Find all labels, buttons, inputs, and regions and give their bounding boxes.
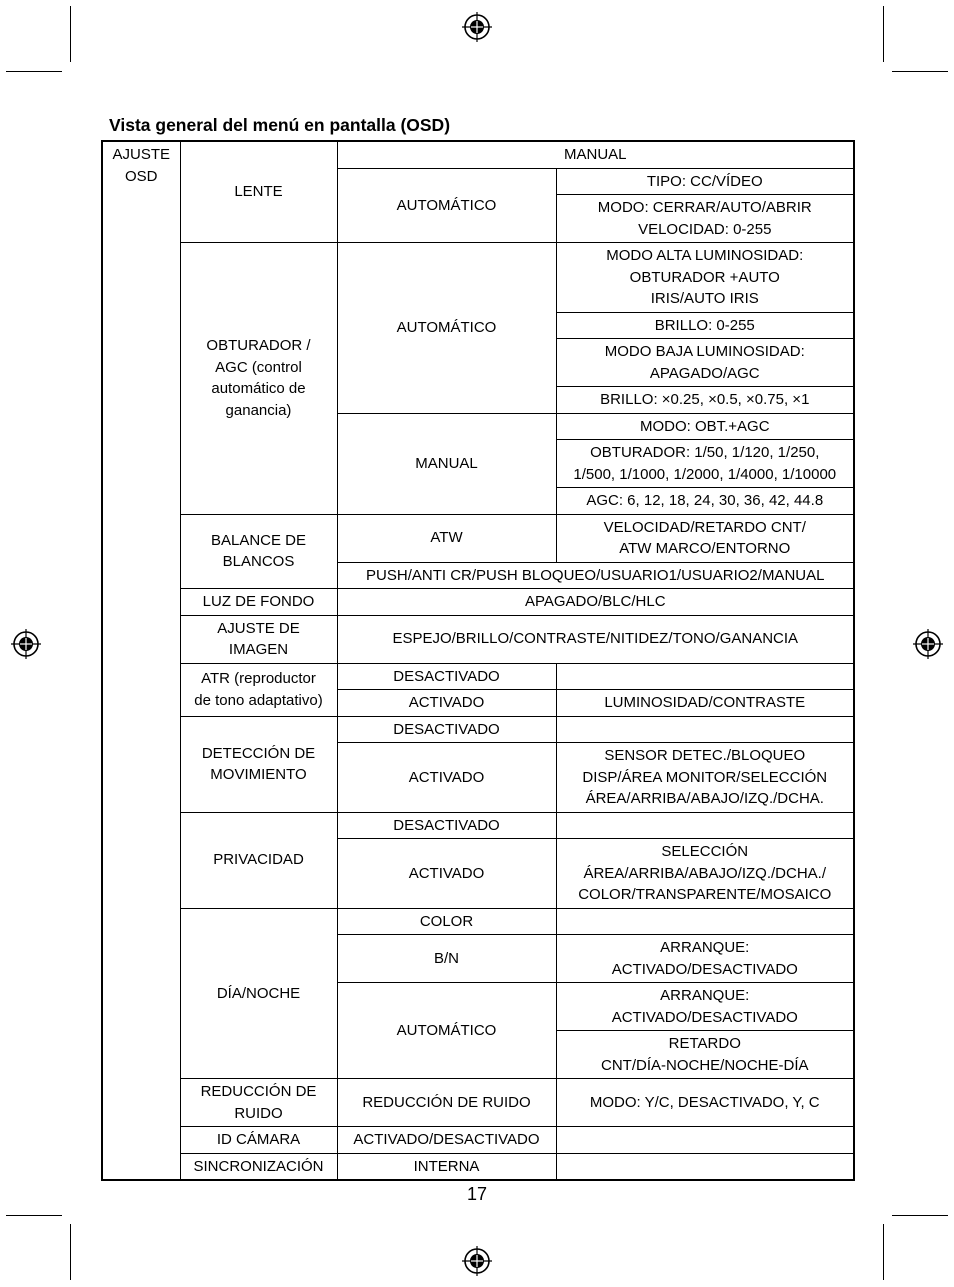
deteccion-off: DESACTIVADO <box>337 716 556 743</box>
dia-noche-auto: AUTOMÁTICO <box>337 983 556 1079</box>
dia-noche-auto-desc-1: ARRANQUE: ACTIVADO/DESACTIVADO <box>556 983 854 1031</box>
obturador-brillo-1: BRILLO: 0-255 <box>556 312 854 339</box>
table-row <box>102 1079 854 1127</box>
table-row <box>102 716 854 743</box>
dia-noche-bn: B/N <box>337 935 556 983</box>
menu-obturador: OBTURADOR / AGC (control automático de ganancia) <box>180 243 337 515</box>
registration-mark-icon <box>461 1245 493 1277</box>
table-row <box>102 243 854 313</box>
crop-mark <box>883 1224 884 1280</box>
registration-mark-icon <box>461 11 493 43</box>
deteccion-on: ACTIVADO <box>337 743 556 813</box>
balance-atw: ATW <box>337 514 556 562</box>
menu-ajuste-imagen: AJUSTE DE IMAGEN <box>180 615 337 663</box>
obturador-shutter: OBTURADOR: 1/50, 1/120, 1/250, 1/500, 1/1000, 1/2000, 1/4000, 1/10000 <box>556 440 854 488</box>
crop-mark <box>6 71 62 72</box>
empty-cell <box>556 663 854 690</box>
table-row <box>102 589 854 616</box>
reduccion-ruido-value: REDUCCIÓN DE RUIDO <box>337 1079 556 1127</box>
obturador-brillo-2: BRILLO: ×0.25, ×0.5, ×0.75, ×1 <box>556 387 854 414</box>
obturador-manual: MANUAL <box>337 413 556 514</box>
empty-cell <box>556 1127 854 1154</box>
id-camara-value: ACTIVADO/DESACTIVADO <box>337 1127 556 1154</box>
lente-tipo: TIPO: CC/VÍDEO <box>556 168 854 195</box>
osd-root-cell: AJUSTE OSD <box>102 141 180 1180</box>
table-row <box>102 141 854 168</box>
atr-on-desc: LUMINOSIDAD/CONTRASTE <box>556 690 854 717</box>
crop-mark <box>892 1215 948 1216</box>
table-row <box>102 1127 854 1154</box>
deteccion-on-desc: SENSOR DETEC./BLOQUEO DISP/ÁREA MONITOR/SELECCIÓN ÁREA/ARRIBA/ABAJO/IZQ./DCHA. <box>556 743 854 813</box>
balance-push: PUSH/ANTI CR/PUSH BLOQUEO/USUARIO1/USUARIO2/MANUAL <box>337 562 854 589</box>
menu-sincronizacion: SINCRONIZACIÓN <box>180 1153 337 1180</box>
table-row <box>102 812 854 839</box>
menu-balance: BALANCE DE BLANCOS <box>180 514 337 589</box>
crop-mark <box>70 6 71 62</box>
lente-auto: AUTOMÁTICO <box>337 168 556 243</box>
atr-off: DESACTIVADO <box>337 663 556 690</box>
dia-noche-bn-desc: ARRANQUE: ACTIVADO/DESACTIVADO <box>556 935 854 983</box>
registration-mark-icon <box>10 628 42 660</box>
crop-mark <box>892 71 948 72</box>
menu-deteccion: DETECCIÓN DE MOVIMIENTO <box>180 716 337 812</box>
balance-atw-desc: VELOCIDAD/RETARDO CNT/ ATW MARCO/ENTORNO <box>556 514 854 562</box>
obturador-alta: MODO ALTA LUMINOSIDAD: OBTURADOR +AUTO IRIS/AUTO IRIS <box>556 243 854 313</box>
obturador-modo: MODO: OBT.+AGC <box>556 413 854 440</box>
dia-noche-auto-desc-2: RETARDO CNT/DÍA-NOCHE/NOCHE-DÍA <box>556 1031 854 1079</box>
empty-cell <box>556 1153 854 1180</box>
page-number: 17 <box>466 1184 488 1204</box>
atr-on: ACTIVADO <box>337 690 556 717</box>
page-title: Vista general del menú en pantalla (OSD) <box>109 115 451 135</box>
table-row <box>102 615 854 663</box>
dia-noche-color: COLOR <box>337 908 556 935</box>
obturador-agc: AGC: 6, 12, 18, 24, 30, 36, 42, 44.8 <box>556 488 854 515</box>
crop-mark <box>70 1224 71 1280</box>
sincronizacion-value: INTERNA <box>337 1153 556 1180</box>
obturador-auto: AUTOMÁTICO <box>337 243 556 414</box>
menu-privacidad: PRIVACIDAD <box>180 812 337 908</box>
lente-modo: MODO: CERRAR/AUTO/ABRIR VELOCIDAD: 0-255 <box>556 195 854 243</box>
privacidad-on-desc: SELECCIÓN ÁREA/ARRIBA/ABAJO/IZQ./DCHA./ COLOR/TRANSPARENTE/MOSAICO <box>556 839 854 909</box>
menu-atr: ATR (reproductor de tono adaptativo) <box>180 663 337 716</box>
empty-cell <box>556 716 854 743</box>
table-row <box>102 908 854 935</box>
ajuste-imagen-value: ESPEJO/BRILLO/CONTRASTE/NITIDEZ/TONO/GANANCIA <box>337 615 854 663</box>
table-row <box>102 663 854 690</box>
empty-cell <box>556 908 854 935</box>
menu-lente: LENTE <box>180 141 337 243</box>
crop-mark <box>6 1215 62 1216</box>
menu-dia-noche: DÍA/NOCHE <box>180 908 337 1079</box>
menu-reduccion-ruido: REDUCCIÓN DE RUIDO <box>180 1079 337 1127</box>
privacidad-off: DESACTIVADO <box>337 812 556 839</box>
table-row <box>102 1153 854 1180</box>
table-row <box>102 514 854 562</box>
crop-mark <box>883 6 884 62</box>
lente-manual: MANUAL <box>337 141 854 168</box>
reduccion-ruido-desc: MODO: Y/C, DESACTIVADO, Y, C <box>556 1079 854 1127</box>
osd-menu-table <box>101 140 855 1181</box>
registration-mark-icon <box>912 628 944 660</box>
obturador-baja: MODO BAJA LUMINOSIDAD: APAGADO/AGC <box>556 339 854 387</box>
menu-luz-fondo: LUZ DE FONDO <box>180 589 337 616</box>
menu-id-camara: ID CÁMARA <box>180 1127 337 1154</box>
privacidad-on: ACTIVADO <box>337 839 556 909</box>
empty-cell <box>556 812 854 839</box>
luz-fondo-value: APAGADO/BLC/HLC <box>337 589 854 616</box>
